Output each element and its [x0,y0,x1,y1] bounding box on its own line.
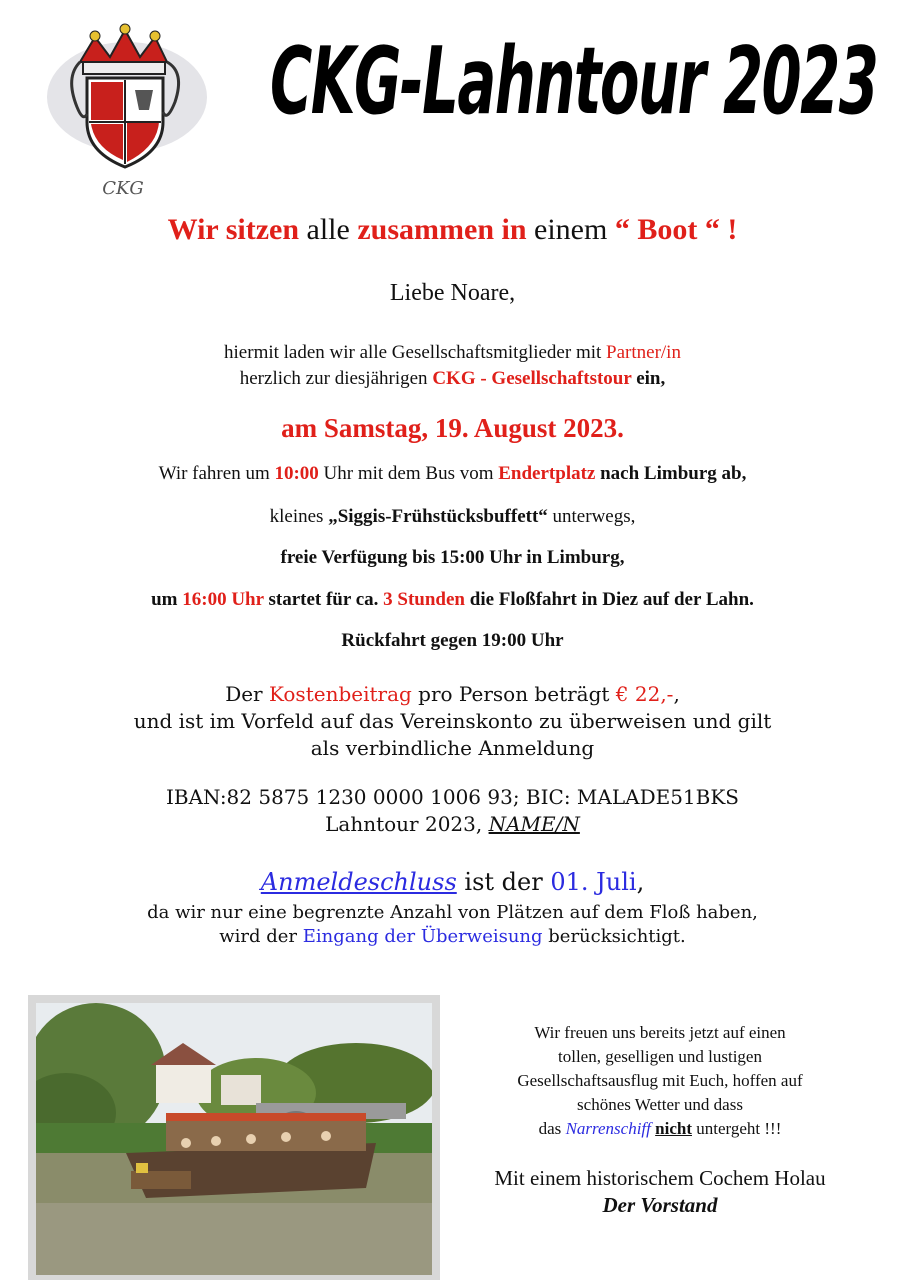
cost-amount: € 22,- [615,682,674,706]
invite-tour-name: CKG - Gesellschaftstour [432,368,632,389]
bank-reference-name: NAME/N [488,812,580,836]
closing-text: untergeht !!! [691,1119,782,1138]
schedule-bus [0,463,905,485]
notice-text: berücksichtigt. [542,926,686,947]
schedule-text: Uhr mit dem Bus vom [318,463,499,484]
schedule-text: um [151,589,183,610]
schedule-return: Rückfahrt gegen 19:00 Uhr [341,630,564,651]
invite-text: herzlich zur diesjährigen [239,368,433,389]
closing-line-2: tollen, geselligen und lustigen [558,1047,762,1066]
signature-line-2: Der Vorstand [602,1193,718,1217]
deadline [0,868,905,896]
headline-part-2: alle [299,213,358,246]
closing-line-4: schönes Wetter und dass [577,1095,743,1114]
closing-text: das [538,1119,566,1138]
notice-text: wird der [219,926,303,947]
bank-reference [0,812,905,836]
schedule-text: kleines [269,506,329,527]
cost-text: Der [225,682,269,706]
notice-highlight: Eingang der Überweisung [302,926,543,947]
closing-line-5 [455,1118,865,1140]
cost-line-1 [0,682,905,706]
deadline-text: , [636,868,645,896]
headline-part-3: zusammen in [357,213,527,246]
schedule-text: startet für ca. [263,589,384,610]
closing-line-3: Gesellschaftsausflug mit Euch, hoffen auf [517,1071,803,1090]
raft-photo-frame [28,995,440,1280]
notice-line-2 [0,926,905,947]
schedule-text: unterwegs, [547,506,636,527]
schedule-free-time: freie Verfügung bis 15:00 Uhr in Limburg, [280,547,625,568]
deadline-date: 01. Juli [550,868,637,896]
raft-photo [36,1003,432,1275]
schedule-duration: 3 Stunden [383,589,465,610]
schedule-text: die Floßfahrt in Diez auf der Lahn. [465,589,754,610]
cost-text: , [673,682,680,706]
invite-partner: Partner/in [606,342,681,363]
closing-ship-name: Narrenschiff [565,1119,651,1138]
cost-line-3: als verbindliche Anmeldung [310,736,595,760]
event-date: am Samstag, 19. August 2023. [281,413,624,443]
invite-line-2 [0,368,905,390]
closing-emphasis: nicht [655,1119,692,1138]
schedule-place: Endertplatz [498,463,596,484]
headline [0,213,905,247]
ckg-crest-icon [35,22,210,202]
cost-line-2: und ist im Vorfeld auf das Vereinskonto zu überweisen und gilt [133,709,772,733]
raft-on-river-image [36,1003,432,1275]
signature-line-1: Mit einem historischem Cochem Holau [494,1166,826,1190]
bank-reference-text: Lahntour 2023, [325,812,489,836]
headline-part-4: einem [526,213,615,246]
schedule-buffet-name: „Siggis-Frühstücksbuffett“ [328,506,548,527]
cost-text: pro Person beträgt [411,682,616,706]
cost-label: Kostenbeitrag [268,682,412,706]
notice-line-1: da wir nur eine begrenzte Anzahl von Plätzen auf dem Floß haben, [147,902,758,923]
closing-line-1: Wir freuen uns bereits jetzt auf einen [534,1023,786,1042]
schedule-raft [0,589,905,611]
bank-iban: IBAN:82 5875 1230 0000 1006 93; BIC: MALADE51BKS [165,785,739,809]
headline-part-1: Wir sitzen [167,213,300,246]
logo-caption: CKG [102,178,144,199]
greeting: Liebe Noare, [389,280,516,306]
schedule-buffet [0,506,905,528]
ckg-logo [35,22,210,202]
page-title: CKG-Lahntour 2023 [270,28,878,136]
schedule-text: nach Limburg ab, [595,463,747,484]
invite-text: hiermit laden wir alle Gesellschaftsmitglieder mit [224,342,607,363]
deadline-text: ist der [456,868,551,896]
schedule-text: Wir fahren um [158,463,275,484]
deadline-label: Anmeldeschluss [260,868,457,896]
schedule-time: 10:00 [274,463,319,484]
headline-part-5: “ Boot “ ! [614,213,738,246]
invite-line-1 [0,342,905,364]
schedule-time: 16:00 Uhr [182,589,264,610]
invite-text-end: ein, [631,368,666,389]
